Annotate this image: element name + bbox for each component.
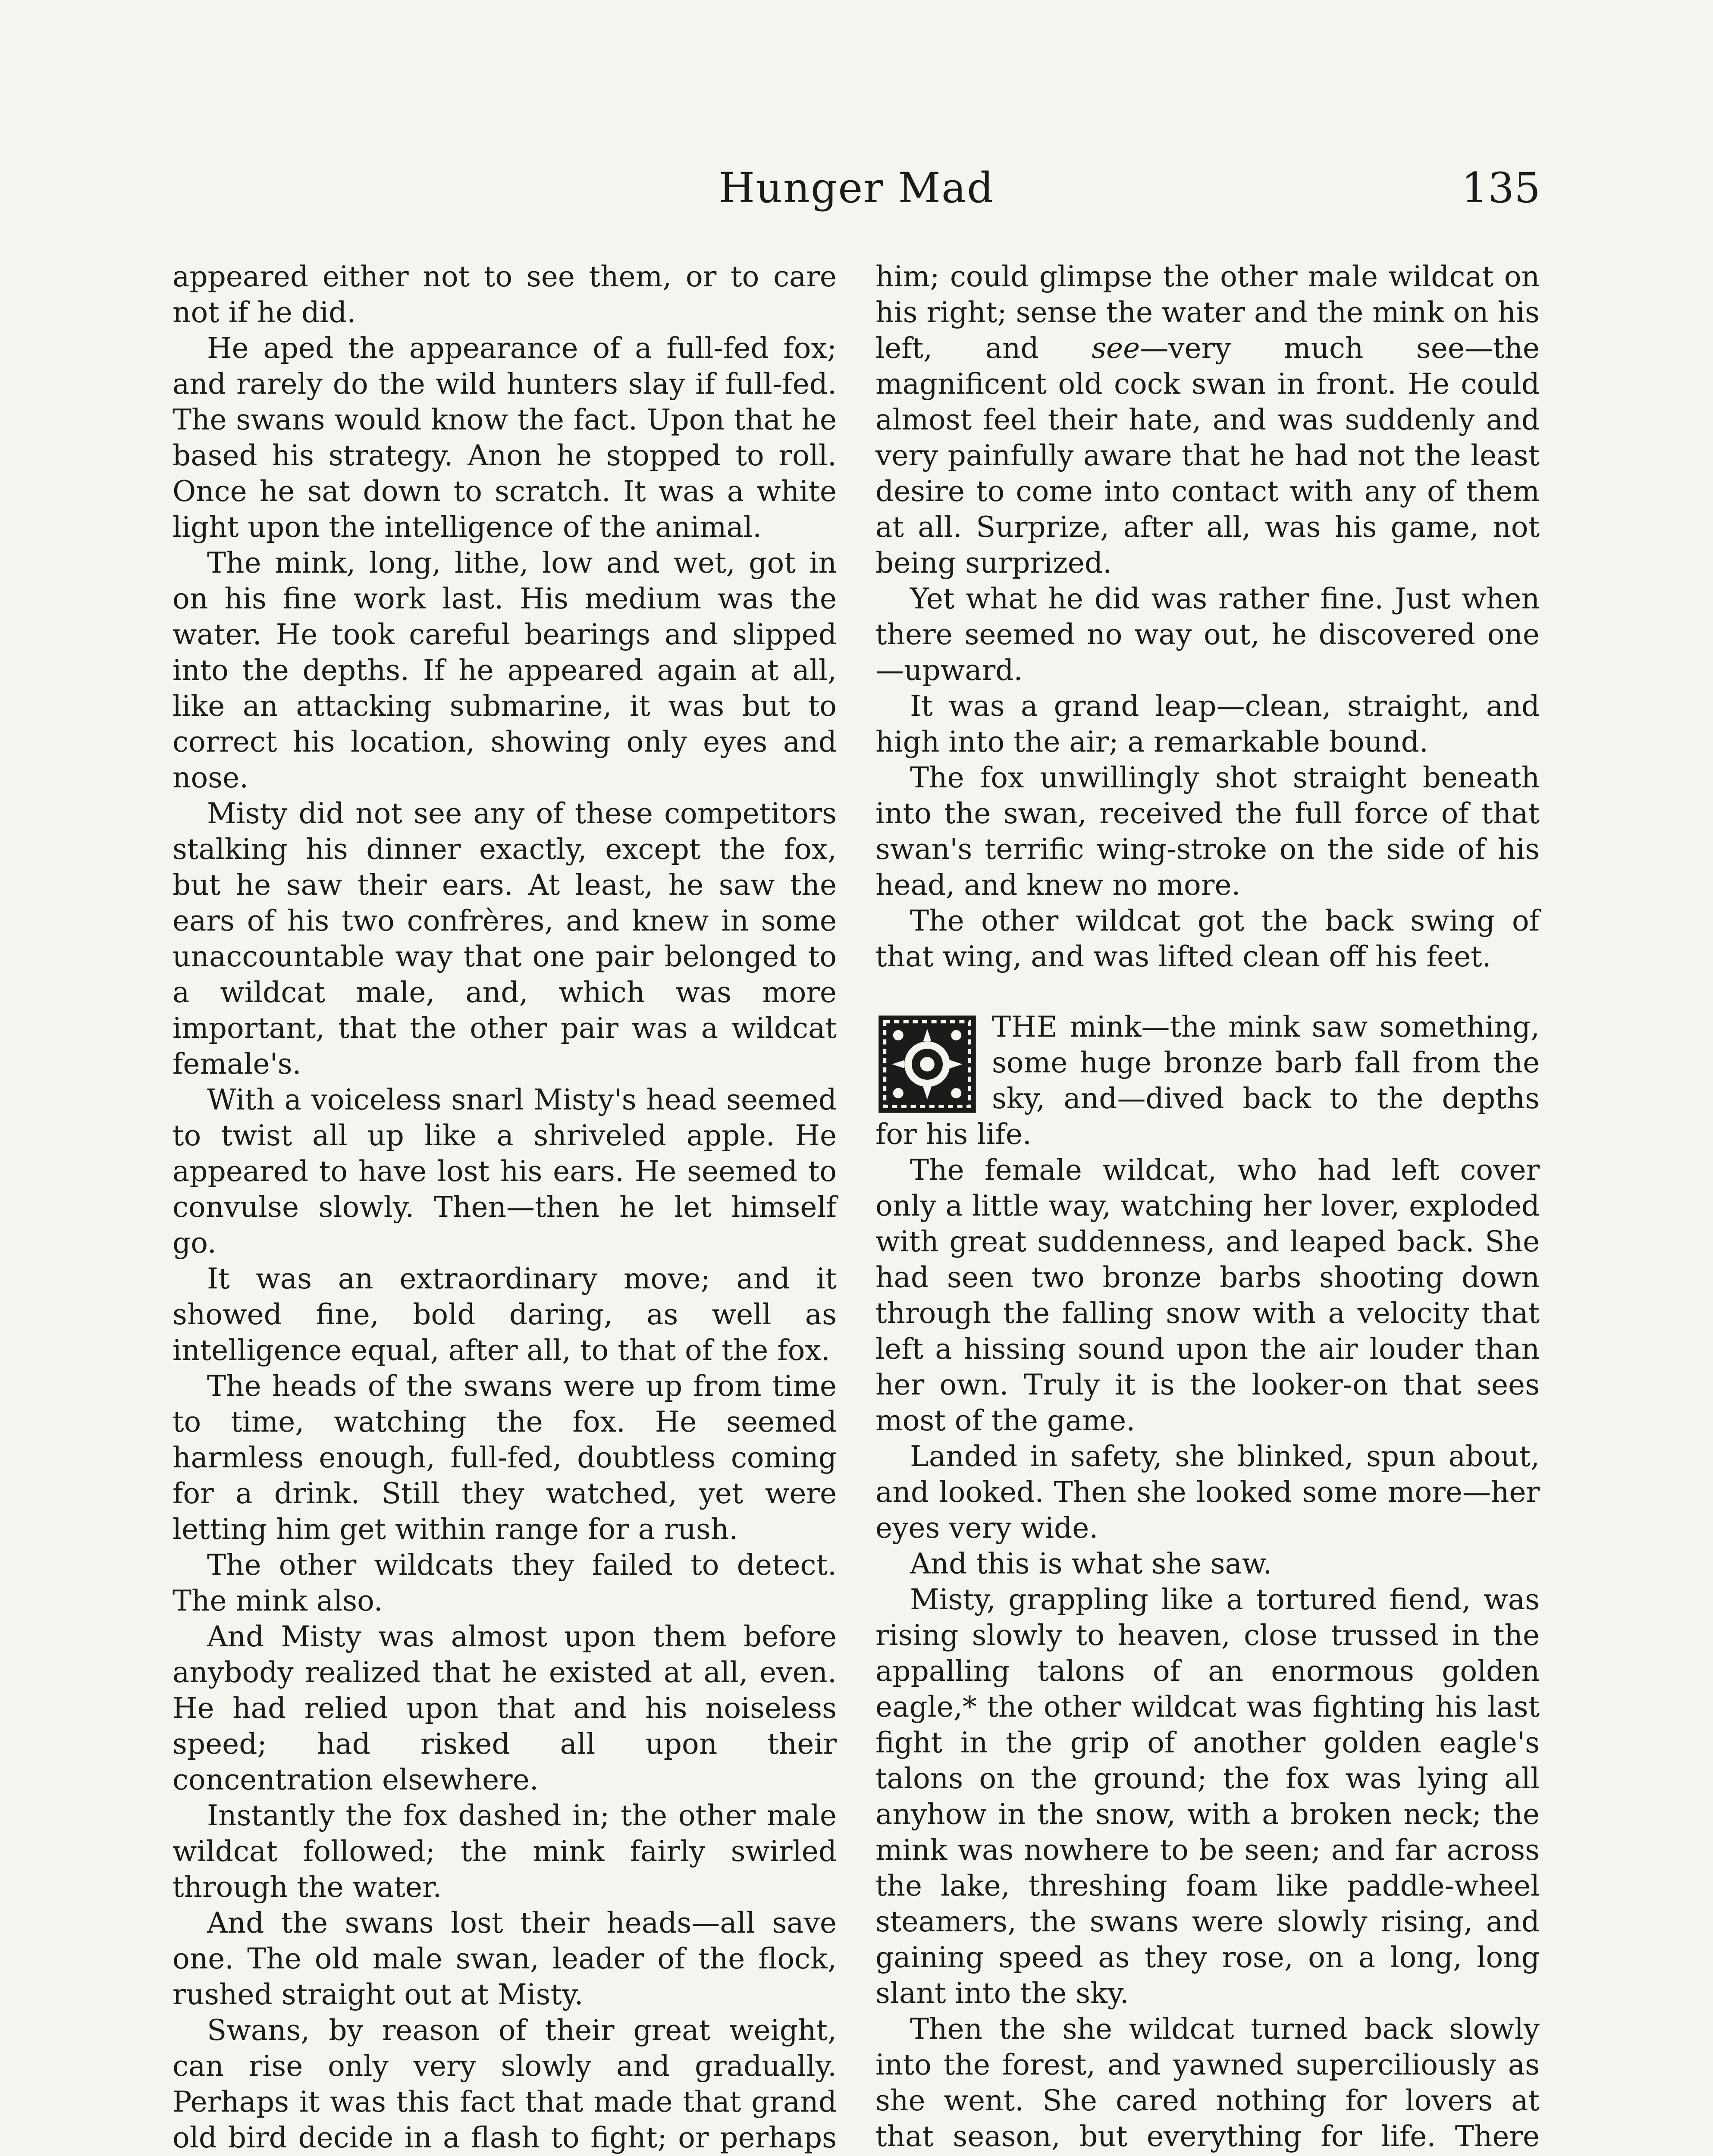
- text-run: the other wildcat was fighting his last fight in the grip of another golden eagle's talons on the ground; the fox was lying all anyhow in the snow, with a broken neck; the mink was nowhere to be seen; and far across the lake, threshing foam like paddle-wheel steamers, the swans were slowly rising, and gaining speed as they rose, on a long, long slant into the sky.: [875, 1690, 1540, 2010]
- section-lead-word: THE: [992, 1010, 1058, 1044]
- paragraph: Yet what he did was rather fine. Just when there seemed no way out, he discovered one—upward.: [875, 582, 1540, 687]
- paragraph: It was a grand leap—clean, straight, and high into the air; a remarkable bound.: [875, 689, 1540, 758]
- text-run: him; could glimpse the other male wildcat on his right; sense the water and the mink on his left, and: [875, 260, 1540, 365]
- paragraph: The mink, long, lithe, low and wet, got in on his fine work last. His medium was the water. He took careful bearings and slipped into the depths. If he appeared again at all, like an attacking submarine, it was but to correct his location, showing only eyes and nose.: [173, 546, 837, 794]
- paragraph: Swans, by reason of their great weight, can rise only very slowly and gradually. Perhaps it was this fact that made that grand old bird decide in a flash to fight; or perhaps: [173, 2014, 837, 2154]
- emphasis: see: [1092, 332, 1140, 365]
- paragraph: And the swans lost their heads—all save one. The old male swan, leader of the flock, rushed straight out at Misty.: [173, 1906, 837, 2011]
- paragraph: Instantly the fox dashed in; the other male wildcat followed; the mink fairly swirled through the water.: [173, 1799, 837, 1904]
- paragraph: With a voiceless snarl Misty's head seemed to twist all up like a shriveled apple. He appeared to have lost his ears. He seemed to convulse slowly. Then—then he let himself go.: [173, 1083, 837, 1260]
- text-run: Misty, grappling like a tortured fiend, was rising slowly to heaven, close trussed in the appalling talons of an enormous golden eagle,: [875, 1583, 1540, 1724]
- paragraph: The female wildcat, who had left cover only a little way, watching her lover, exploded with great suddenness, and leaped back. She had seen two bronze barbs shooting down through the falling snow with a velocity that left a hissing sound upon the air louder than her own. Truly it is the looker-on that sees most of the game.: [875, 1153, 1540, 1437]
- footnote-marker: *: [962, 1690, 977, 1724]
- paragraph: The other wildcat got the back swing of that wing, and was lifted clean off his feet.: [875, 904, 1540, 973]
- page-number: 135: [1461, 164, 1540, 212]
- paragraph: [875, 259, 1540, 581]
- right-column: [875, 259, 1540, 2156]
- section-start: [875, 1009, 1540, 1152]
- paragraph: The fox unwillingly shot straight beneath into the swan, received the full force of that swan's terrific wing-stroke on the side of his head, and knew no more.: [875, 761, 1540, 902]
- ornamental-dropcap-icon: [875, 1012, 979, 1116]
- paragraph: The other wildcats they failed to detect. The mink also.: [173, 1548, 837, 1617]
- paragraph: Landed in safety, she blinked, spun about, and looked. Then she looked some more—her eyes very wide.: [875, 1440, 1540, 1545]
- text-run: —very much see—the magnificent old cock swan in front. He could almost feel their hate, and was suddenly and very painfully aware that he had not the least desire to come into contact with any of them at all. Surprize, after all, was his game, not being surprized.: [875, 332, 1540, 580]
- running-title: Hunger Mad: [718, 164, 995, 212]
- paragraph: [875, 1582, 1540, 2011]
- paragraph: Then the she wildcat turned back slowly into the forest, and yawned superciliously as she went. She cared nothing for lovers at that season, but everything for life. There: [875, 2012, 1540, 2153]
- paragraph: It was an extraordinary move; and it showed fine, bold daring, as well as intelligence equal, after all, to that of the fox.: [173, 1262, 837, 1367]
- paragraph: appeared either not to see them, or to care not if he did.: [173, 260, 837, 329]
- left-column: [173, 259, 837, 2156]
- paragraph: And Misty was almost upon them before anybody realized that he existed at all, even. He had relied upon that and his noiseless speed; had risked all upon their concentration elsewhere.: [173, 1620, 837, 1796]
- text-run: mink—the mink saw something, some huge bronze barb fall from the sky, and—dived back to the depths for his life.: [875, 1010, 1540, 1151]
- paragraph: The heads of the swans were up from time to time, watching the fox. He seemed harmless enough, full-fed, doubtless coming for a drink. Still they watched, yet were letting him get within range for a rush.: [173, 1369, 837, 1546]
- paragraph: He aped the appearance of a full-fed fox; and rarely do the wild hunters slay if full-fed. The swans would know the fact. Upon that he based his strategy. Anon he stopped to roll. Once he sat down to scratch. It was a white light upon the intelligence of the animal.: [173, 332, 837, 544]
- page-header: [173, 164, 1540, 220]
- paragraph: Misty did not see any of these competitors stalking his dinner exactly, except the fox, but he saw their ears. At least, he saw the ears of his two confrères, and knew in some unaccountable way that one pair belonged to a wildcat male, and, which was more important, that the other pair was a wildcat female's.: [173, 797, 837, 1081]
- paragraph: And this is what she saw.: [910, 1547, 1272, 1580]
